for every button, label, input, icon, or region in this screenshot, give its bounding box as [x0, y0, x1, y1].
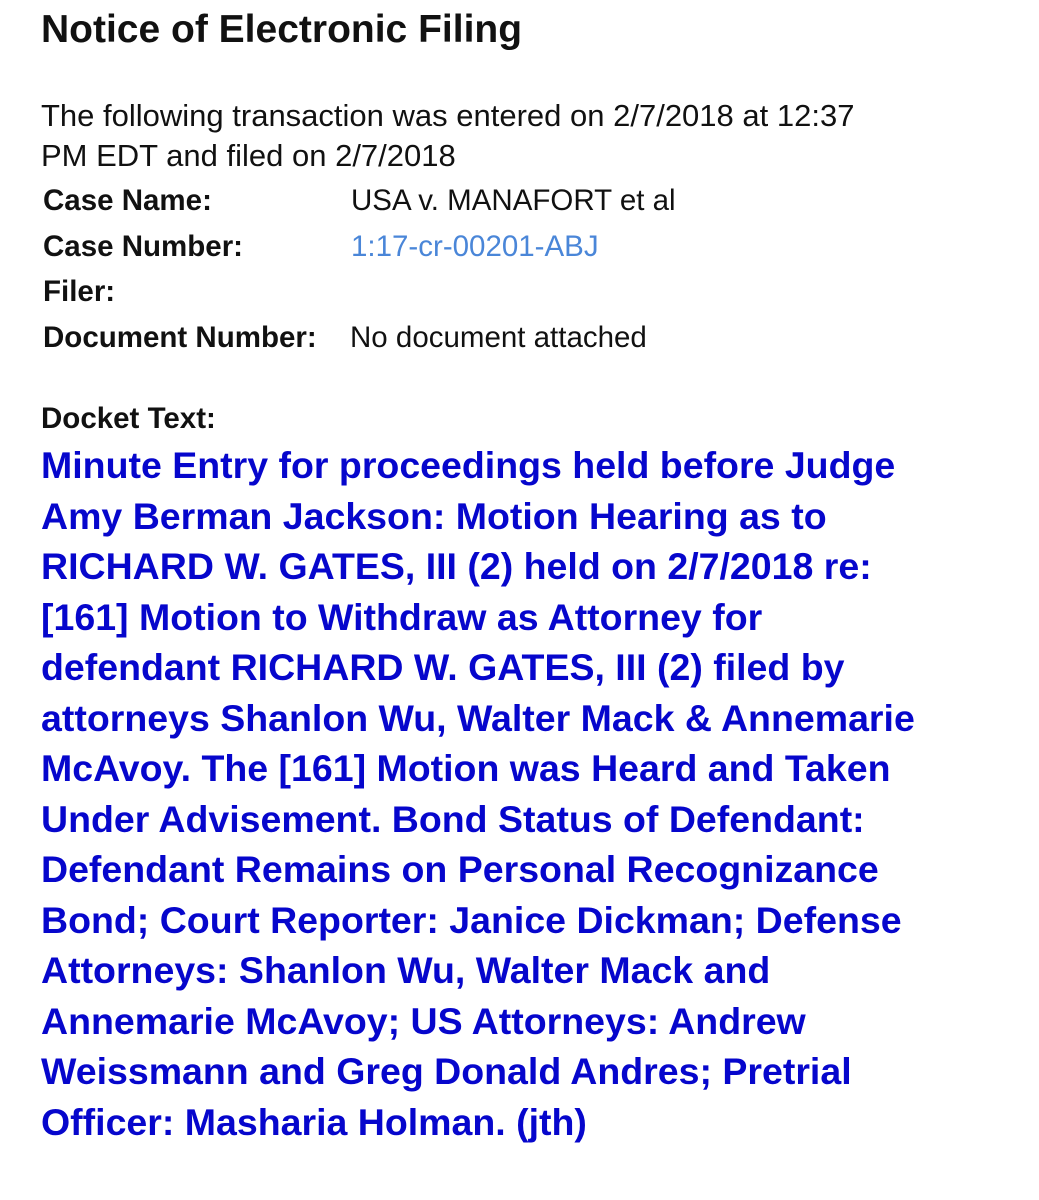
- docket-text-line: Attorneys: Shanlon Wu, Walter Mack and: [41, 949, 771, 991]
- docket-text-line: Under Advisement. Bond Status of Defendant:: [41, 797, 865, 840]
- case-name-label: Case Name:: [43, 184, 212, 217]
- docket-text-line: Amy Berman Jackson: Motion Hearing as to: [41, 494, 827, 537]
- docket-text-line: RICHARD W. GATES, III (2) held on 2/7/2018 re:: [41, 545, 872, 587]
- page-title: Notice of Electronic Filing: [41, 8, 523, 51]
- docket-text-line: [161] Motion to Withdraw as Attorney for: [41, 595, 763, 638]
- document-number-value: No document attached: [350, 321, 647, 355]
- docket-text-line: Officer: Masharia Holman. (jth): [41, 1100, 587, 1143]
- filer-label: Filer:: [43, 275, 116, 309]
- case-name-value: USA v. MANAFORT et al: [351, 184, 676, 217]
- transaction-summary: [41, 96, 1001, 176]
- docket-text-line: Defendant Remains on Personal Recognizance: [41, 848, 879, 890]
- case-name-row: [43, 181, 943, 227]
- document-number-row: [43, 318, 943, 364]
- docket-text-line: Weissmann and Greg Donald Andres; Pretrial: [41, 1050, 852, 1092]
- docket-text-line: defendant RICHARD W. GATES, III (2) filed by: [41, 646, 845, 688]
- document-number-label: Document Number:: [43, 321, 317, 355]
- docket-text-line: Bond; Court Reporter: Janice Dickman; Defense: [41, 898, 902, 941]
- case-number-row: [43, 227, 943, 273]
- case-details: [43, 181, 943, 364]
- transaction-line-1: The following transaction was entered on 2/7/2018 at 12:37: [41, 98, 855, 133]
- case-number-label: Case Number:: [43, 229, 244, 263]
- docket-text: [41, 440, 1031, 1147]
- transaction-line-2: PM EDT and filed on 2/7/2018: [41, 138, 456, 173]
- docket-text-line: Annemarie McAvoy; US Attorneys: Andrew: [41, 999, 806, 1042]
- case-number-link[interactable]: 1:17-cr-00201-ABJ: [351, 229, 599, 263]
- docket-text-line: Minute Entry for proceedings held before Judge: [41, 444, 896, 486]
- docket-text-line: attorneys Shanlon Wu, Walter Mack & Annemarie: [41, 696, 915, 739]
- filer-row: [43, 272, 943, 318]
- docket-text-label: Docket Text:: [41, 402, 216, 435]
- docket-text-line: McAvoy. The [161] Motion was Heard and Taken: [41, 747, 891, 789]
